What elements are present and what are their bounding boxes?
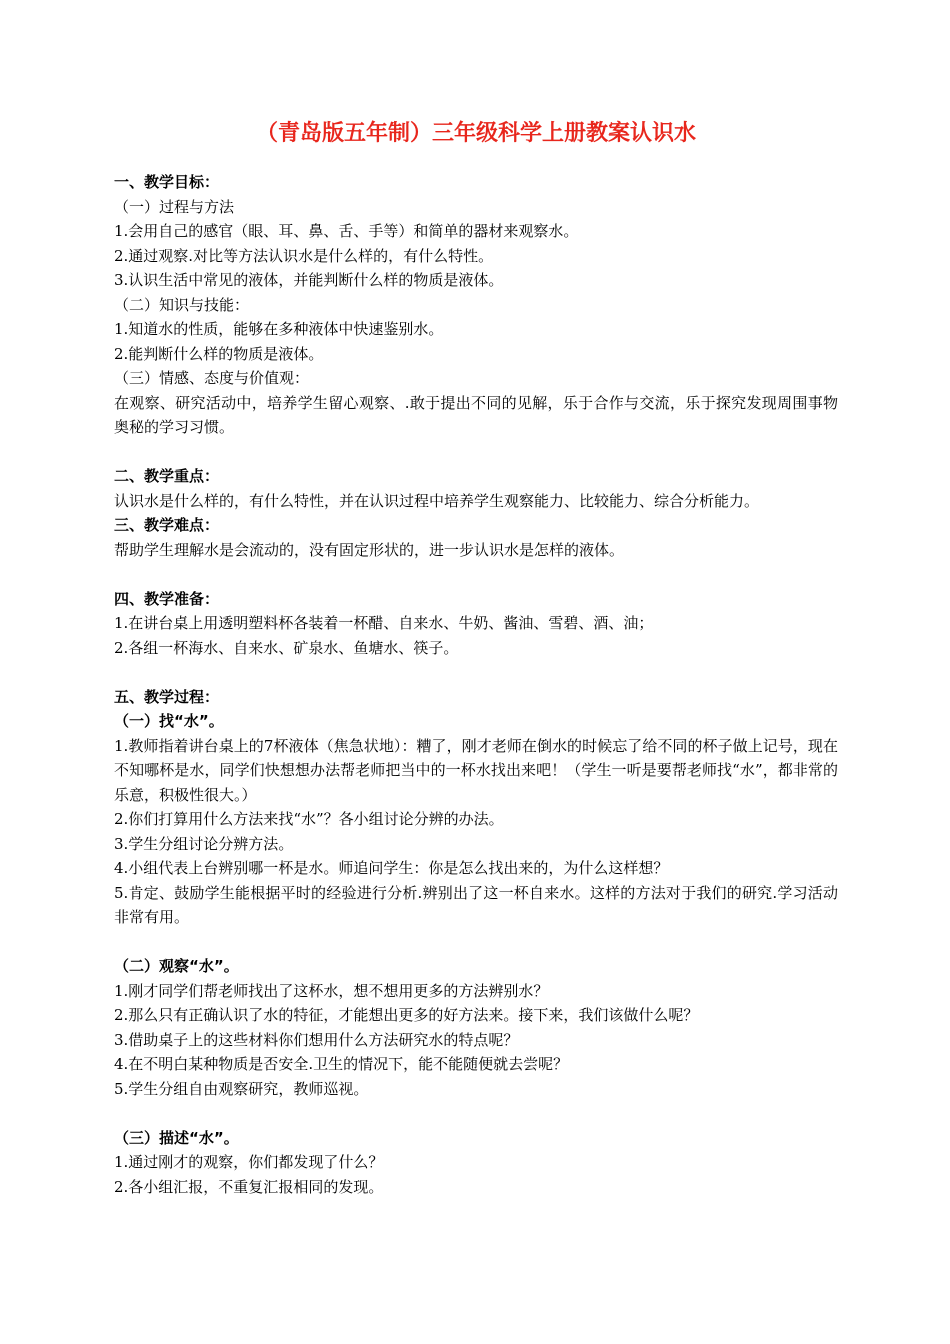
paragraph: 2.那么只有正确认识了水的特征，才能想出更多的好方法来。接下来，我们该做什么呢？	[114, 1006, 699, 1024]
paragraph: 在观察、研究活动中，培养学生留心观察、.敢于提出不同的见解，乐于合作与交流，乐于探究发现周围事物奥秘的学习习惯。	[114, 393, 838, 436]
paragraph: 2.各组一杯海水、自来水、矿泉水、鱼塘水、筷子。	[114, 638, 459, 657]
paragraph: 4.小组代表上台辨别哪一杯是水。师追问学生：你是怎么找出来的，为什么这样想？	[114, 859, 669, 877]
paragraph: 1.教师指着讲台桌上的7杯液体（焦急状地）：糟了，刚才老师在倒水的时候忘了给不同的杯子做上记号，现在不知哪杯是水，同学们快想想办法帮老师把当中的一杯水找出来吧！（学生一听是要帮老师找“水”，都非常的乐意，积极性很大。）	[114, 736, 838, 804]
paragraph: 4.在不明白某种物质是否安全.卫生的情况下，能不能随便就去尝呢？	[114, 1055, 569, 1073]
document-title: （青岛版五年制）三年级科学上册教案认识水	[255, 121, 696, 146]
paragraph: 2.通过观察.对比等方法认识水是什么样的，有什么特性。	[114, 246, 494, 265]
subheading-describe-water: （三）描述“水”。	[114, 1128, 239, 1147]
section-heading-key-points: 二、教学重点：	[114, 467, 220, 485]
spacer	[114, 562, 838, 587]
section-heading-objectives: 一、教学目标：	[114, 173, 220, 191]
paragraph: 5.学生分组自由观察研究，教师巡视。	[114, 1079, 369, 1098]
spacer	[114, 1101, 838, 1126]
paragraph: 3.借助桌子上的这些材料你们想用什么方法研究水的特点呢？	[114, 1030, 519, 1049]
subheading-knowledge-skills: （二）知识与技能：	[114, 295, 250, 314]
paragraph: 认识水是什么样的，有什么特性，并在认识过程中培养学生观察能力、比较能力、综合分析能力。	[114, 491, 760, 510]
paragraph: 2.能判断什么样的物质是液体。	[114, 344, 324, 363]
paragraph: 5.肯定、鼓励学生能根据平时的经验进行分析.辨别出了这一杯自来水。这样的方法对于我们的研究.学习活动非常有用。	[114, 883, 838, 926]
subheading-attitude-values: （三）情感、态度与价值观：	[114, 369, 310, 387]
paragraph: 1.通过刚才的观察，你们都发现了什么？	[114, 1153, 384, 1171]
paragraph: 帮助学生理解水是会流动的，没有固定形状的，进一步认识水是怎样的液体。	[114, 540, 625, 559]
paragraph: 1.在讲台桌上用透明塑料杯各装着一杯醋、自来水、牛奶、酱油、雪碧、酒、油；	[114, 614, 654, 632]
subheading-find-water: （一）找“水”。	[114, 712, 224, 730]
subheading-process-method: （一）过程与方法	[114, 197, 235, 216]
paragraph: 1.知道水的性质，能够在多种液体中快速鉴别水。	[114, 320, 444, 338]
paragraph: 3.认识生活中常见的液体，并能判断什么样的物质是液体。	[114, 271, 504, 289]
spacer	[114, 660, 838, 685]
paragraph: 1.刚才同学们帮老师找出了这杯水，想不想用更多的方法辨别水？	[114, 981, 549, 1000]
paragraph: 1.会用自己的感官（眼、耳、鼻、舌、手等）和简单的器材来观察水。	[114, 222, 579, 240]
section-heading-difficulties: 三、教学难点：	[114, 516, 220, 534]
spacer	[114, 440, 838, 465]
paragraph: 2.你们打算用什么方法来找“水”？各小组讨论分辨的办法。	[114, 810, 504, 828]
subheading-observe-water: （二）观察“水”。	[114, 957, 239, 975]
section-heading-process: 五、教学过程：	[114, 687, 220, 706]
paragraph: 2.各小组汇报，不重复汇报相同的发现。	[114, 1177, 384, 1196]
spacer	[114, 930, 838, 955]
section-heading-preparation: 四、教学准备：	[114, 589, 220, 608]
paragraph: 3.学生分组讨论分辨方法。	[114, 834, 294, 853]
